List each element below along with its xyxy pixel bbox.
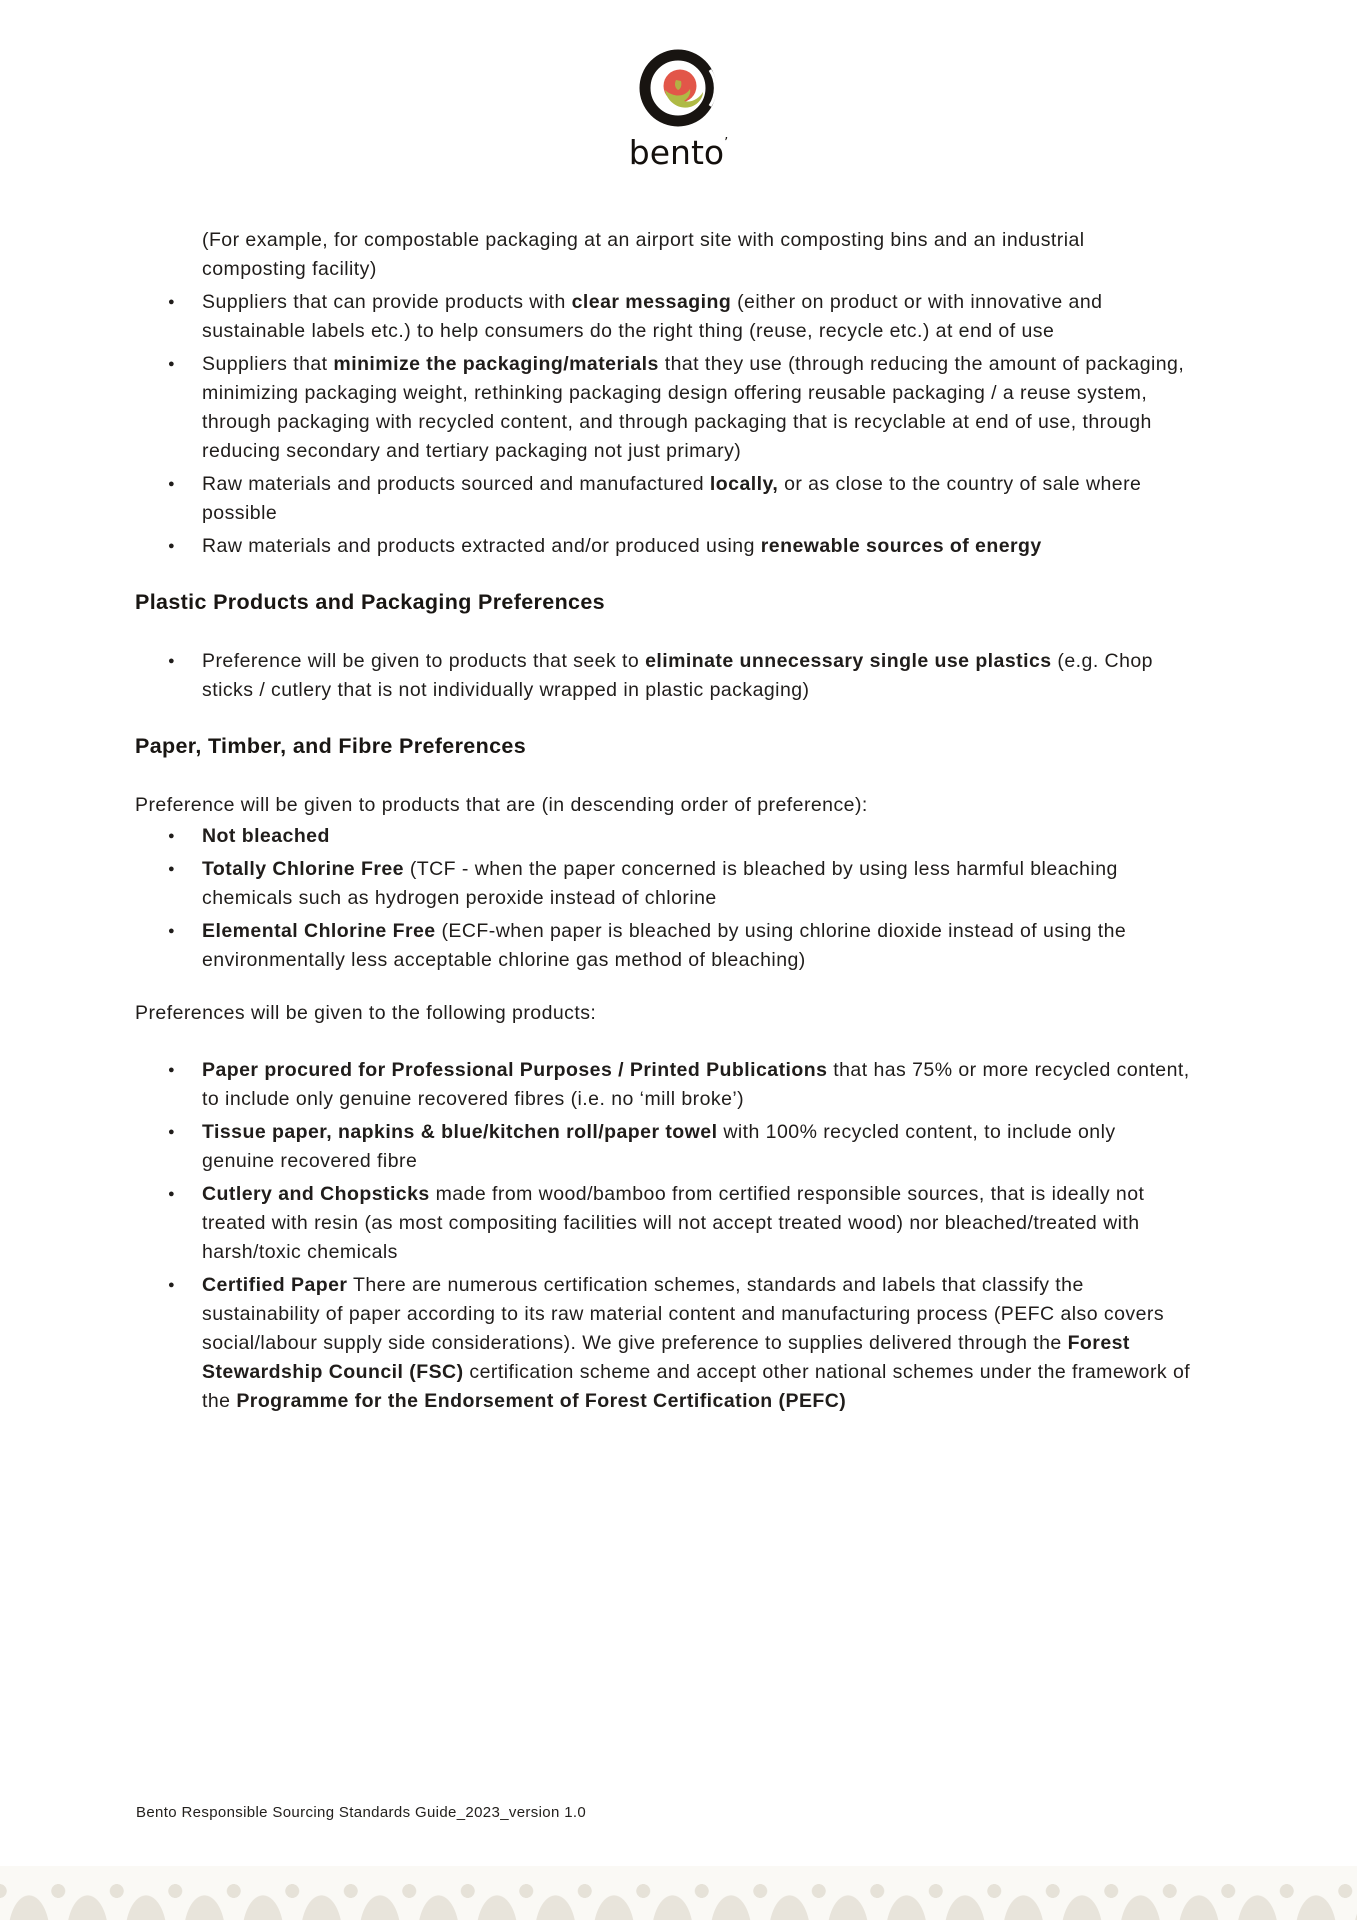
text-segment: (TCF - when the paper concerned is bleached by using less harmful bleaching chemicals such as hydrogen peroxide instead of chlorine: [202, 858, 1118, 909]
bullet-icon: ●: [168, 296, 176, 308]
text-segment: certification scheme and accept other national schemes under the framework of the: [202, 1361, 1191, 1412]
bullet-icon: ●: [168, 655, 176, 667]
bullet-icon: ●: [168, 358, 176, 370]
bullet-list-bleaching: [135, 822, 1193, 975]
document-content: [135, 226, 1193, 1420]
text-segment-bold: clear messaging: [571, 291, 732, 313]
section-heading-paper: Paper, Timber, and Fibre Preferences: [135, 734, 527, 758]
paragraph-following-products: Preferences will be given to the following products:: [135, 1002, 597, 1024]
item-text: [202, 288, 1193, 346]
list-item: [168, 1180, 1193, 1267]
list-item: [168, 647, 1193, 705]
text-segment: (either on product or with innovative and sustainable labels etc.) to help consumers do the right thing (reuse, recycle etc.) at end of use: [202, 291, 1103, 342]
paragraph-descending-order: Preference will be given to products that are (in descending order of preference):: [135, 794, 868, 816]
item-text: [202, 470, 1193, 528]
bullet-list-plastic: [135, 647, 1193, 705]
list-item: [168, 1271, 1193, 1416]
text-segment-bold: Not bleached: [202, 825, 330, 847]
bullet-icon: ●: [168, 1064, 176, 1076]
logo-wordmark: bento: [628, 133, 725, 172]
text-segment-bold: Cutlery and Chopsticks: [202, 1183, 430, 1205]
text-segment: that has 75% or more recycled content, to include only genuine recovered fibres (i.e. no ‘mill broke’): [202, 1059, 1190, 1110]
text-segment-bold: renewable sources of energy: [760, 535, 1042, 557]
bullet-icon: ●: [168, 925, 176, 937]
text-segment-bold: Tissue paper, napkins & blue/kitchen roll/paper towel: [202, 1121, 718, 1143]
enso-circle-icon: [631, 42, 727, 138]
list-item: [168, 350, 1193, 466]
trademark-mark: ’: [724, 136, 729, 151]
list-item: [168, 822, 1193, 851]
text-segment-bold: locally,: [709, 473, 779, 495]
text-segment: Suppliers that: [202, 353, 334, 375]
item-text: [202, 647, 1193, 705]
list-item: [168, 288, 1193, 346]
bullet-icon: ●: [168, 1126, 176, 1138]
text-segment-bold: minimize the packaging/materials: [333, 353, 659, 375]
bullet-list-products: [135, 1056, 1193, 1416]
list-item: [168, 532, 1193, 561]
list-item: [168, 917, 1193, 975]
text-segment: Raw materials and products sourced and manufactured: [202, 473, 710, 495]
intro-paragraph: (For example, for compostable packaging at an airport site with composting bins and an industrial composting facility): [202, 229, 1085, 280]
text-segment: or as close to the country of sale where possible: [202, 473, 1142, 524]
item-text: [202, 1056, 1193, 1114]
list-item: [168, 470, 1193, 528]
bullet-icon: ●: [168, 863, 176, 875]
bullet-icon: ●: [168, 830, 176, 842]
list-item: [168, 855, 1193, 913]
text-segment-bold: Forest Stewardship Council (FSC): [202, 1332, 1130, 1383]
text-segment: that they use (through reducing the amount of packaging, minimizing packaging weight, rethinking packaging design offering reusable packaging / a reuse system, through packaging with recycled content, and through packaging that is recyclable at end of use, through reducing secondary and tertiary packaging not just primary): [202, 353, 1185, 462]
bento-logo: [0, 42, 1357, 172]
bullet-list-supplier-preferences: [135, 288, 1193, 561]
bullet-icon: ●: [168, 478, 176, 490]
item-text: [202, 855, 1193, 913]
list-item: [168, 1056, 1193, 1114]
text-segment-bold: Certified Paper: [202, 1274, 348, 1296]
bullet-icon: ●: [168, 1279, 176, 1291]
text-segment-bold: Programme for the Endorsement of Forest Certification (PEFC): [236, 1390, 847, 1412]
text-segment-bold: Paper procured for Professional Purposes / Printed Publications: [202, 1059, 828, 1081]
bottom-border-scallop-pattern: [0, 1866, 1357, 1920]
item-text: [202, 532, 1193, 561]
text-segment-bold: Elemental Chlorine Free: [202, 920, 436, 942]
bullet-icon: ●: [168, 1188, 176, 1200]
bullet-icon: ●: [168, 540, 176, 552]
text-segment: (e.g. Chop sticks / cutlery that is not individually wrapped in plastic packaging): [202, 650, 1153, 701]
text-segment-bold: Totally Chlorine Free: [202, 858, 404, 880]
list-item: [168, 1118, 1193, 1176]
footer-text: Bento Responsible Sourcing Standards Guide_2023_version 1.0: [136, 1804, 587, 1821]
item-text: [202, 1118, 1193, 1176]
text-segment: Preference will be given to products that seek to: [202, 650, 646, 672]
item-text: [202, 1271, 1193, 1416]
item-text: [202, 917, 1193, 975]
text-segment: (ECF-when paper is bleached by using chlorine dioxide instead of using the environmentally less acceptable chlorine gas method of bleaching): [202, 920, 1127, 971]
text-segment-bold: eliminate unnecessary single use plastics: [645, 650, 1052, 672]
text-segment: Suppliers that can provide products with: [202, 291, 572, 313]
item-text: [202, 1180, 1193, 1267]
text-segment: Raw materials and products extracted and/or produced using: [202, 535, 761, 557]
item-text: [202, 350, 1193, 466]
text-segment: There are numerous certification schemes, standards and labels that classify the sustainability of paper according to its raw material content and manufacturing process (PEFC also covers social/labour supply side considerations). We give preference to supplies delivered through the: [202, 1274, 1165, 1354]
text-segment: with 100% recycled content, to include only genuine recovered fibre: [202, 1121, 1116, 1172]
item-text: [202, 822, 1193, 851]
section-heading-plastic: Plastic Products and Packaging Preferences: [135, 590, 605, 614]
text-segment: made from wood/bamboo from certified responsible sources, that is ideally not treated with resin (as most compositing facilities will not accept treated wood) nor bleached/treated with harsh/toxic chemicals: [202, 1183, 1145, 1263]
